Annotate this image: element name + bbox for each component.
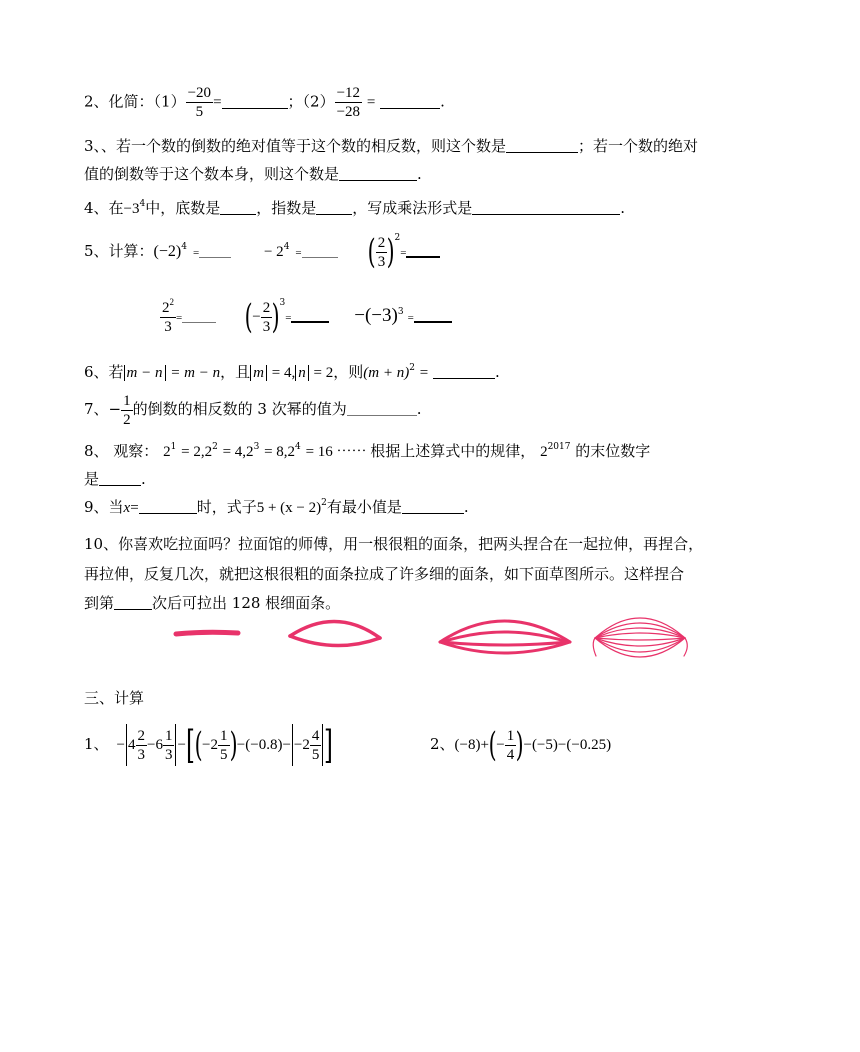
calc2-frac-b: $\frac{1}{4}$ bbox=[506, 727, 515, 763]
q5-fraction-4: $\frac{2^2}{3}$ bbox=[162, 296, 174, 335]
q5-blank-6[interactable] bbox=[414, 311, 452, 323]
noodle-stage-1 bbox=[176, 632, 238, 634]
q2-fraction-1: $\frac{-20}{5}$ bbox=[187, 85, 212, 120]
question-3-line-2: 值的倒数等于这个数本身，则这个数是 . bbox=[84, 165, 422, 183]
question-5-row-1: 5、计算：$(-2)^4$ = − $2^4$ = ( $\frac{2}{3}$ )$^2$= bbox=[84, 232, 440, 272]
question-4: 4、在$-3^4$中，底数是 ，指数是 ，写成乘法形式是 . bbox=[84, 199, 626, 217]
question-10-line-2: 再拉伸，反复几次，就把这根很粗的面条拉成了许多细的面条，如下面草图所示。这样捏合 bbox=[84, 565, 685, 583]
noodle-stage-4 bbox=[593, 618, 687, 657]
q3-blank-2[interactable] bbox=[339, 166, 417, 181]
calc-1: 1、 − 4 $\frac{2}{3}$ −6 $\frac{1}{3}$ −[(−2 $\frac{1}{5}$ )−(−0.8)− −2 $\frac{4}{5}$ ] bbox=[84, 723, 334, 767]
calc-2: 2、(−8)+(− $\frac{1}{4}$ )−(−5)−(−0.25) bbox=[430, 725, 612, 765]
q9-blank-x[interactable] bbox=[139, 499, 197, 514]
question-8-line-2: 是 . bbox=[84, 470, 146, 488]
q4-blank-exponent[interactable] bbox=[316, 200, 352, 215]
q3-blank-1[interactable] bbox=[506, 138, 578, 153]
q2-label: 2、化简：（1） bbox=[84, 92, 186, 111]
calc1-frac-e: $\frac{4}{5}$ bbox=[311, 727, 320, 763]
section-3-title: 三、计算 bbox=[84, 689, 145, 707]
calc1-frac-c: $\frac{1}{5}$ bbox=[220, 727, 228, 763]
question-8-line-1: 8、 观察： $2^1 = 2,2^2 = 4,2^3 = 8,2^4 = 16$ ⋯⋯ 根据上述算式中的规律， $2^{2017}$ 的末位数字 bbox=[84, 442, 651, 460]
q6-blank[interactable] bbox=[433, 364, 495, 379]
question-9: 9、当x= 时，式子$5 + (x - 2)^2$有最小值是 . bbox=[84, 498, 469, 516]
q5-blank-2[interactable] bbox=[302, 247, 338, 258]
q5-blank-5[interactable] bbox=[291, 311, 329, 323]
q7-fraction: $\frac{1}{2}$ bbox=[123, 392, 131, 428]
noodle-sketches bbox=[170, 612, 700, 674]
q2-blank-1[interactable] bbox=[222, 94, 288, 109]
calc1-frac-a: $\frac{2}{3}$ bbox=[137, 727, 146, 763]
question-5-row-2: $\frac{2^2}{3}$ = (− $\frac{2}{3}$ )$^3= -(-3)^3$ = bbox=[160, 296, 452, 338]
q5-fraction-3: $\frac{2}{3}$ bbox=[377, 234, 386, 270]
question-10-line-1: 10、你喜欢吃拉面吗？拉面馆的师傅，用一根很粗的面条，把两头捏合在一起拉伸，再捏合， bbox=[84, 535, 704, 553]
q9-blank-min[interactable] bbox=[402, 499, 464, 514]
q4-blank-base[interactable] bbox=[220, 200, 256, 215]
noodle-stage-3 bbox=[440, 621, 570, 653]
question-7: 7、− $\frac{1}{2}$ 的倒数的相反数的 3 次幂的值为 . bbox=[84, 392, 422, 428]
question-10-line-3: 到第 次后可拉出 128 根细面条。 bbox=[84, 594, 341, 612]
q4-blank-product[interactable] bbox=[472, 200, 620, 215]
noodle-stage-2 bbox=[290, 621, 380, 645]
q2-fraction-2: $\frac{-12}{-28}$ bbox=[336, 85, 361, 120]
q8-blank[interactable] bbox=[99, 471, 141, 486]
question-2: 2、化简：（1） $\frac{-20}{5}$ = ；（2） $\frac{-12}{-28}$ = . bbox=[84, 85, 445, 120]
question-6: 6、若 m − n = m − n，且 m = 4, n = 2，则$(m + n)^2$ = . bbox=[84, 363, 500, 381]
calc1-frac-b: $\frac{1}{3}$ bbox=[164, 727, 173, 763]
q7-blank[interactable] bbox=[347, 401, 417, 416]
q5-blank-3[interactable] bbox=[406, 246, 440, 258]
q2-blank-2[interactable] bbox=[380, 94, 440, 109]
q10-blank[interactable] bbox=[114, 595, 152, 610]
q5-blank-1[interactable] bbox=[199, 247, 231, 258]
q5-fraction-5: $\frac{2}{3}$ bbox=[262, 299, 271, 335]
q5-blank-4[interactable] bbox=[182, 312, 216, 323]
question-3-line-1: 3、、若一个数的倒数的绝对值等于这个数的相反数，则这个数是 ；若一个数的绝对 bbox=[84, 137, 699, 155]
